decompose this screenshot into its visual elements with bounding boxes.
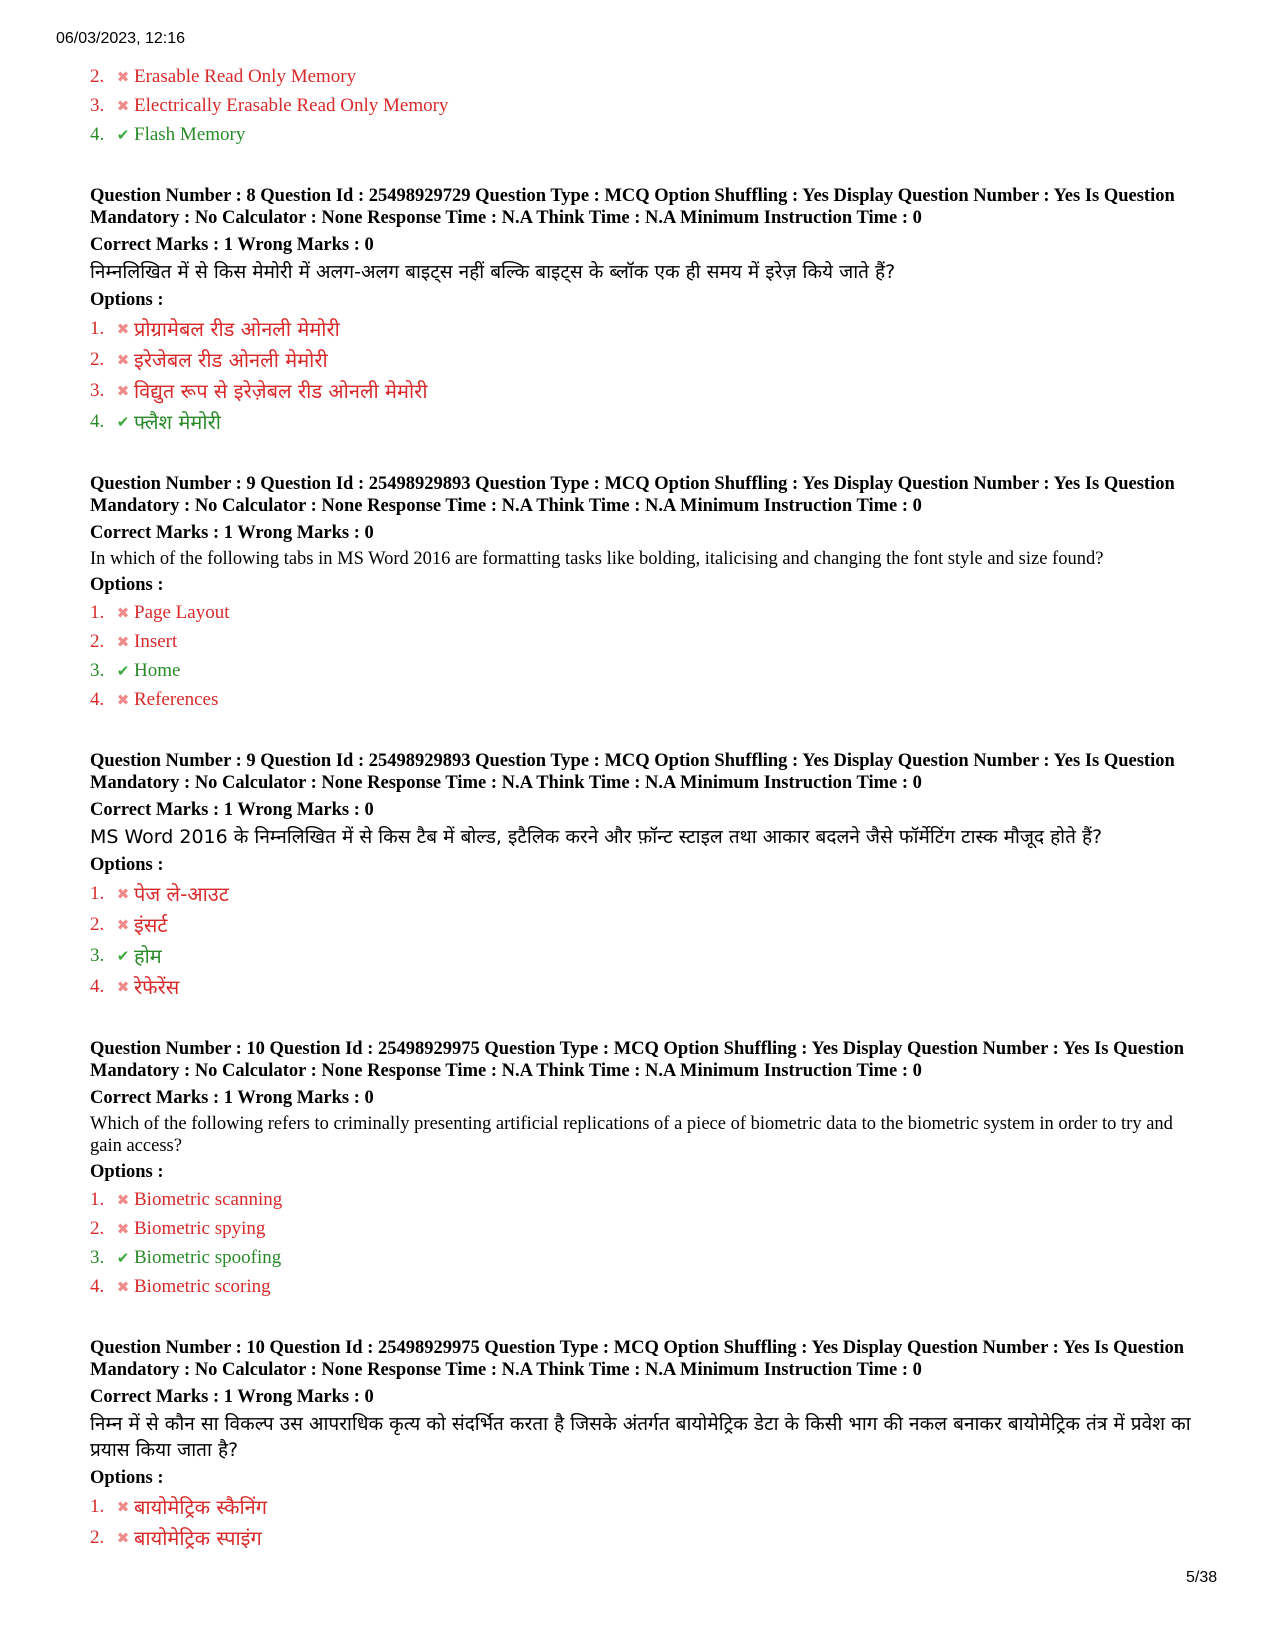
option-text: इरेजेबल रीड ओनली मेमोरी	[134, 348, 328, 372]
option-number: 3.	[90, 379, 105, 401]
option-text: References	[134, 688, 219, 710]
option-number: 4.	[90, 688, 105, 710]
question-block	[90, 185, 1200, 437]
check-icon: ✔	[116, 125, 130, 144]
option-text: Insert	[134, 630, 178, 652]
continued-options	[90, 62, 1200, 149]
option-text: Biometric spying	[134, 1217, 266, 1239]
question-marks: Correct Marks : 1 Wrong Marks : 0	[90, 1387, 374, 1407]
option-item	[90, 62, 1200, 91]
options-label: Options :	[90, 575, 164, 595]
check-icon: ✔	[116, 946, 130, 965]
option-item	[90, 1243, 1200, 1272]
option-text: Biometric scoring	[134, 1275, 271, 1297]
question-block	[90, 473, 1200, 714]
page-content	[90, 62, 1200, 1553]
option-item	[90, 91, 1200, 120]
options-label: Options :	[90, 855, 164, 875]
option-item	[90, 656, 1200, 685]
page-number: 5/38	[1186, 1569, 1218, 1586]
option-item	[90, 685, 1200, 714]
question-block	[90, 1337, 1200, 1553]
cross-icon: ✖	[116, 381, 130, 400]
cross-icon: ✖	[116, 1277, 130, 1296]
option-item	[90, 909, 1200, 940]
cross-icon: ✖	[116, 1497, 130, 1516]
option-number: 3.	[90, 944, 105, 966]
question-meta: Question Number : 8 Question Id : 25498929729 Question Type : MCQ Option Shuffling : Yes Display Question Number : Yes Is Question Mandatory : No Calculator : None Response Time : N.A Think Time : N.A Minimum Instruction Time : 0	[90, 186, 1175, 228]
option-text: फ्लैश मेमोरी	[134, 410, 221, 434]
question-text: निम्न में से कौन सा विकल्प उस आपराधिक कृत्य को संदर्भित करता है जिसके अंतर्गत बायोमेट्रिक डेटा के किसी भाग की नकल बनाकर बायोमेट्रिक तंत्र में प्रवेश का प्रयास किया जाता है?	[90, 1413, 1191, 1461]
option-item	[90, 120, 1200, 149]
cross-icon: ✖	[116, 319, 130, 338]
option-number: 4.	[90, 123, 105, 145]
cross-icon: ✖	[116, 915, 130, 934]
cross-icon: ✖	[116, 96, 130, 115]
option-text: विद्युत रूप से इरेज़ेबल रीड ओनली मेमोरी	[134, 379, 428, 403]
option-number: 1.	[90, 1495, 105, 1517]
option-number: 3.	[90, 659, 105, 681]
cross-icon: ✖	[116, 884, 130, 903]
option-text: पेज ले-आउट	[134, 882, 229, 906]
option-number: 2.	[90, 630, 105, 652]
question-text: Which of the following refers to criminally presenting artificial replications of a piece of biometric data to the biometric system in order to try and gain access?	[90, 1114, 1173, 1156]
option-number: 4.	[90, 975, 105, 997]
question-meta: Question Number : 9 Question Id : 25498929893 Question Type : MCQ Option Shuffling : Yes Display Question Number : Yes Is Question Mandatory : No Calculator : None Response Time : N.A Think Time : N.A Minimum Instruction Time : 0	[90, 751, 1175, 793]
question-text: MS Word 2016 के निम्नलिखित में से किस टैब में बोल्ड, इटैलिक करने और फ़ॉन्ट स्टाइल तथा आकार बदलने जैसे फॉर्मेटिंग टास्क मौजूद होते हैं?	[90, 826, 1103, 848]
question-meta: Question Number : 10 Question Id : 25498929975 Question Type : MCQ Option Shuffling : Yes Display Question Number : Yes Is Question Mandatory : No Calculator : None Response Time : N.A Think Time : N.A Minimum Instruction Time : 0	[90, 1039, 1185, 1081]
option-number: 3.	[90, 94, 105, 116]
question-meta: Question Number : 9 Question Id : 25498929893 Question Type : MCQ Option Shuffling : Yes Display Question Number : Yes Is Question Mandatory : No Calculator : None Response Time : N.A Think Time : N.A Minimum Instruction Time : 0	[90, 474, 1175, 516]
option-number: 2.	[90, 1217, 105, 1239]
option-item	[90, 627, 1200, 656]
option-item	[90, 878, 1200, 909]
question-marks: Correct Marks : 1 Wrong Marks : 0	[90, 800, 374, 820]
option-item	[90, 406, 1200, 437]
option-item	[90, 1272, 1200, 1301]
question-block	[90, 750, 1200, 1002]
option-text: इंसर्ट	[134, 913, 168, 937]
cross-icon: ✖	[116, 632, 130, 651]
option-text: Biometric scanning	[134, 1188, 283, 1210]
option-number: 2.	[90, 348, 105, 370]
cross-icon: ✖	[116, 603, 130, 622]
option-number: 4.	[90, 1275, 105, 1297]
option-number: 2.	[90, 1526, 105, 1548]
option-text: Erasable Read Only Memory	[134, 65, 357, 87]
option-item	[90, 1185, 1200, 1214]
option-number: 4.	[90, 410, 105, 432]
question-text: निम्नलिखित में से किस मेमोरी में अलग-अलग बाइट्स नहीं बल्कि बाइट्स के ब्लॉक एक ही समय में इरेज़ किये जाते हैं?	[90, 261, 896, 283]
cross-icon: ✖	[116, 1528, 130, 1547]
cross-icon: ✖	[116, 977, 130, 996]
cross-icon: ✖	[116, 67, 130, 86]
cross-icon: ✖	[116, 1190, 130, 1209]
option-number: 2.	[90, 913, 105, 935]
option-item	[90, 940, 1200, 971]
option-text: रेफेरेंस	[134, 975, 180, 999]
option-number: 3.	[90, 1246, 105, 1268]
question-text: In which of the following tabs in MS Word 2016 are formatting tasks like bolding, italicising and changing the font style and size found?	[90, 549, 1104, 569]
cross-icon: ✖	[116, 1219, 130, 1238]
option-text: प्रोग्रामेबल रीड ओनली मेमोरी	[134, 317, 340, 341]
option-item	[90, 971, 1200, 1002]
options-label: Options :	[90, 290, 164, 310]
option-text: Flash Memory	[134, 123, 246, 145]
options-label: Options :	[90, 1162, 164, 1182]
option-text: Home	[134, 659, 181, 681]
option-number: 1.	[90, 601, 105, 623]
option-text: Biometric spoofing	[134, 1246, 282, 1268]
option-item	[90, 598, 1200, 627]
option-item	[90, 344, 1200, 375]
option-item	[90, 313, 1200, 344]
check-icon: ✔	[116, 412, 130, 431]
option-item	[90, 1491, 1200, 1522]
option-item	[90, 1522, 1200, 1553]
check-icon: ✔	[116, 1248, 130, 1267]
option-item	[90, 375, 1200, 406]
cross-icon: ✖	[116, 690, 130, 709]
option-text: होम	[134, 944, 162, 968]
option-text: Electrically Erasable Read Only Memory	[134, 94, 449, 116]
option-number: 1.	[90, 882, 105, 904]
print-timestamp: 06/03/2023, 12:16	[56, 30, 186, 47]
option-text: बायोमेट्रिक स्कैनिंग	[134, 1495, 267, 1519]
cross-icon: ✖	[116, 350, 130, 369]
option-item	[90, 1214, 1200, 1243]
question-meta: Question Number : 10 Question Id : 25498929975 Question Type : MCQ Option Shuffling : Yes Display Question Number : Yes Is Question Mandatory : No Calculator : None Response Time : N.A Think Time : N.A Minimum Instruction Time : 0	[90, 1338, 1185, 1380]
options-label: Options :	[90, 1468, 164, 1488]
question-marks: Correct Marks : 1 Wrong Marks : 0	[90, 235, 374, 255]
option-text: बायोमेट्रिक स्पाइंग	[134, 1526, 262, 1550]
option-text: Page Layout	[134, 601, 230, 623]
check-icon: ✔	[116, 661, 130, 680]
option-number: 1.	[90, 317, 105, 339]
option-number: 1.	[90, 1188, 105, 1210]
question-marks: Correct Marks : 1 Wrong Marks : 0	[90, 523, 374, 543]
question-marks: Correct Marks : 1 Wrong Marks : 0	[90, 1088, 374, 1108]
option-number: 2.	[90, 65, 105, 87]
question-block	[90, 1038, 1200, 1301]
